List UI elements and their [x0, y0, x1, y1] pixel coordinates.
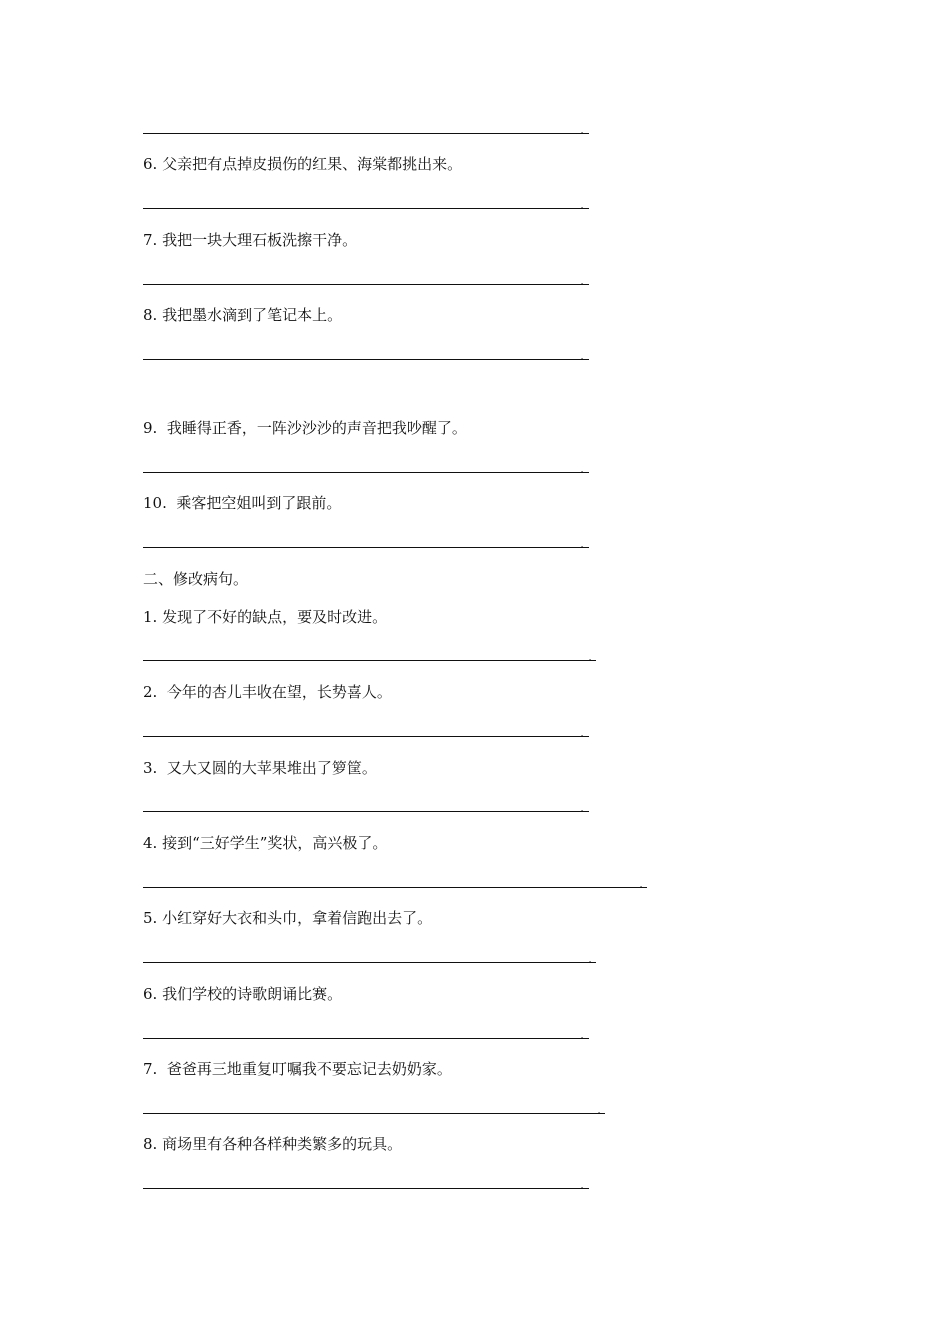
- answer-line[interactable]: .: [143, 275, 593, 285]
- sentence-5: 5. 小红穿好大衣和头巾，拿着信跑出去了。: [143, 909, 433, 927]
- answer-line[interactable]: .: [143, 199, 593, 209]
- question-7: 7. 我把一块大理石板洗擦干净。: [143, 231, 358, 249]
- question-6: 6. 父亲把有点掉皮损伤的红果、海棠都挑出来。: [143, 155, 463, 173]
- question-10: 10. 乘客把空姐叫到了跟前。: [143, 494, 342, 512]
- answer-line[interactable]: .: [143, 1104, 609, 1114]
- sentence-8: 8. 商场里有各种各样种类繁多的玩具。: [143, 1135, 403, 1153]
- section-heading: 二、修改病句。: [143, 570, 249, 588]
- answer-line[interactable]: .: [143, 651, 601, 661]
- sentence-6: 6. 我们学校的诗歌朗诵比赛。: [143, 985, 343, 1003]
- answer-line[interactable]: .: [143, 1029, 593, 1039]
- answer-line[interactable]: .: [143, 538, 593, 548]
- answer-line[interactable]: .: [143, 463, 593, 473]
- question-9: 9. 我睡得正香，一阵沙沙沙的声音把我吵醒了。: [143, 419, 467, 437]
- sentence-3: 3. 又大又圆的大苹果堆出了箩筐。: [143, 759, 377, 777]
- answer-line[interactable]: .: [143, 878, 653, 888]
- answer-line[interactable]: .: [143, 1179, 593, 1189]
- answer-line[interactable]: .: [143, 124, 593, 134]
- sentence-2: 2. 今年的杏儿丰收在望，长势喜人。: [143, 683, 392, 701]
- answer-line[interactable]: .: [143, 802, 593, 812]
- answer-line[interactable]: .: [143, 953, 601, 963]
- answer-line[interactable]: .: [143, 350, 593, 360]
- question-8: 8. 我把墨水滴到了笔记本上。: [143, 306, 343, 324]
- sentence-1: 1. 发现了不好的缺点，要及时改进。: [143, 608, 388, 626]
- sentence-7: 7. 爸爸再三地重复叮嘱我不要忘记去奶奶家。: [143, 1060, 452, 1078]
- sentence-4: 4. 接到“三好学生”奖状，高兴极了。: [143, 834, 388, 852]
- answer-line[interactable]: .: [143, 727, 593, 737]
